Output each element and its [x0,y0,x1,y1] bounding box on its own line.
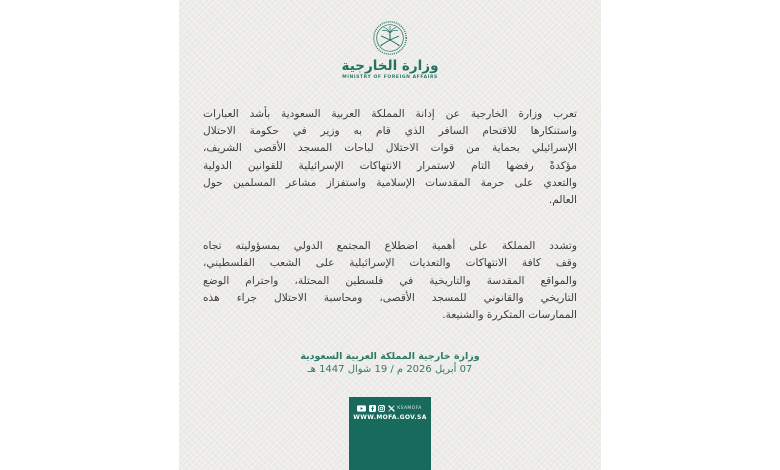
facebook-icon [369,405,376,412]
ministry-name-english: MINISTRY OF FOREIGN AFFAIRS [342,75,438,80]
statement-card [179,0,601,470]
statement-paragraph-1 [203,106,577,209]
statement-line: مؤكدةً رفضها التام لاستمرار الانتهاكات الإسرائيلية للقوانين الدولية [203,159,577,172]
youtube-icon [357,405,366,412]
social-handle: KSAMOFA [397,406,422,411]
statement-line: التاريخي والقانوني للمسجد الأقصى، ومحاسبة الاحتلال جراء هذه [203,291,577,304]
statement-line: والمواقع المقدسة والتاريخية في فلسطين المحتلة، واحترام الوضع [203,274,577,287]
ministry-logo [342,20,439,80]
website-url: WWW.MOFA.GOV.SA [353,414,427,421]
statement-line: الممارسات المتكررة والشنيعة. [442,308,577,321]
mofa-emblem-icon [372,20,408,56]
statement-line: وقف كافة الانتهاكات والتعديات الإسرائيلية على الشعب الفلسطيني، [203,257,577,270]
social-icons-row [357,405,422,412]
statement-paragraph-2 [203,238,577,324]
footer-banner [349,397,431,470]
ministry-name-arabic: وزارة الخارجية [341,58,439,74]
signature-ministry-name: وزارة خارجية المملكة العربية السعودية [300,351,480,363]
signature-date: 07 أبريل 2026 م / 19 شوال 1447 هـ [307,364,473,376]
statement-line: تعرب وزارة الخارجية عن إدانة المملكة العربية السعودية بأشد العبارات [203,108,577,120]
statement-line: الإسرائيلي بحماية من قوات الاحتلال لباحات المسجد الأقصى الشريف، [203,142,577,155]
statement-line: العالم. [548,193,577,206]
statement-body [203,106,577,324]
signature-block [300,350,479,377]
statement-line: واستنكارها للاقتحام السافر الذي قام به وزير في حكومة الاحتلال [203,125,577,138]
x-icon [388,405,395,412]
statement-line: وتشدد المملكة على أهمية اضطلاع المجتمع الدولي بمسؤوليته تجاه [203,240,577,253]
instagram-icon [378,405,385,412]
statement-line: والتعدي على حرمة المقدسات الإسلامية واستفزاز مشاعر المسلمين حول [203,176,577,189]
